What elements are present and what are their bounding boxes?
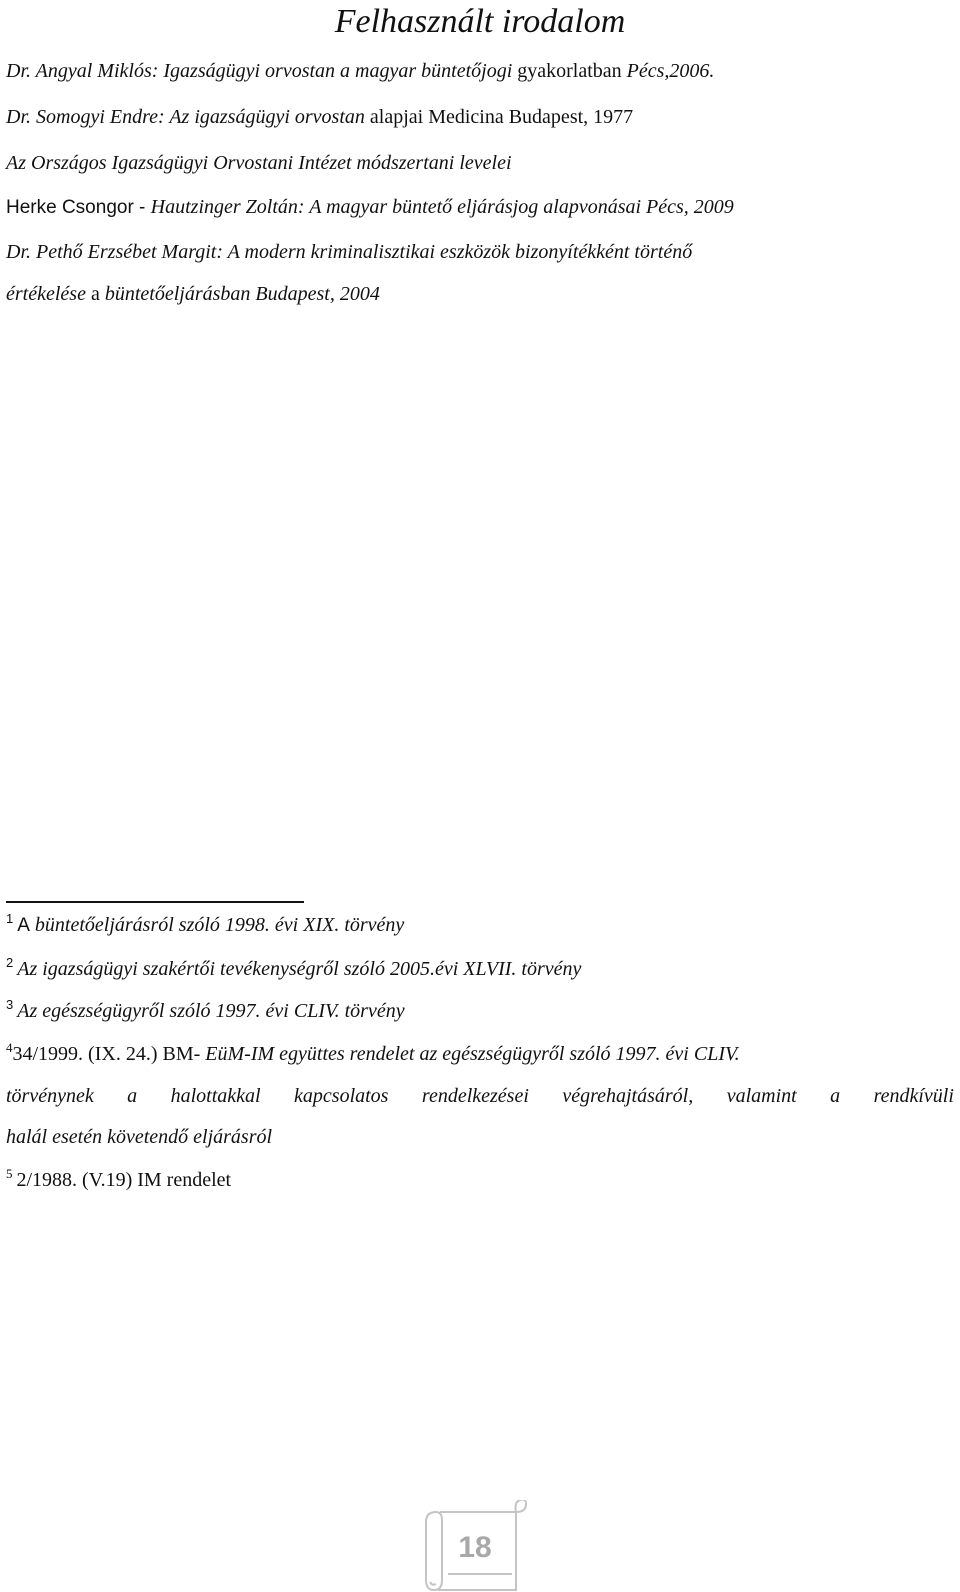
footnote-4-word: a xyxy=(830,1085,841,1107)
footnote-4-word: halottakkal xyxy=(170,1085,261,1107)
footnote-4-word: valamint xyxy=(726,1085,797,1107)
footnote-4 xyxy=(6,1041,740,1067)
reference-item-2 xyxy=(6,104,633,130)
footnote-4-line2 xyxy=(6,1083,954,1109)
reference-item-5 xyxy=(6,239,692,265)
reference-5-part-e: büntetőeljárásban Budapest, 2004 xyxy=(99,283,380,305)
footnote-4-line1-b: EüM xyxy=(205,1043,245,1065)
footnote-4-word: a xyxy=(127,1085,138,1107)
footnote-1-text-b: büntetőeljárásról szóló 1998. évi XIX. törvény xyxy=(29,914,405,936)
footnote-1-number: 1 xyxy=(6,911,14,926)
reference-1-part-c: Pécs,2006. xyxy=(621,60,715,82)
footnote-5-text: 2/1988. (V.19) IM rendelet xyxy=(16,1169,232,1191)
page-title: Felhasznált irodalom xyxy=(334,3,626,40)
reference-5-part-c: értékelése xyxy=(6,283,91,305)
footnote-1 xyxy=(6,912,404,939)
footnote-5-number: 5 xyxy=(6,1166,13,1181)
reference-4-part-a: Herke Csongor - xyxy=(6,197,151,218)
footnote-4-word: kapcsolatos xyxy=(294,1085,389,1107)
reference-1-part-a: Dr. Angyal Miklós: Igazságügyi orvostan a magyar büntetőjogi xyxy=(6,60,518,82)
footnote-4-number: 4 xyxy=(6,1040,13,1055)
footnote-3 xyxy=(6,998,405,1024)
footnote-4-word: végrehajtásáról, xyxy=(562,1085,694,1107)
footnote-3-text: Az egészségügyről szóló 1997. évi CLIV. törvény xyxy=(17,1000,405,1022)
reference-item-4 xyxy=(6,194,734,221)
footnote-3-number: 3 xyxy=(6,997,14,1012)
reference-5-part-b: A modern kriminalisztikai eszközök bizonyítékként történő xyxy=(227,241,693,263)
reference-item-5-continued xyxy=(6,281,380,307)
reference-2-part-b: alapjai Medicina Budapest, 1977 xyxy=(369,106,634,128)
reference-item-1 xyxy=(6,58,714,84)
footnote-4-word: rendkívüli xyxy=(873,1085,954,1107)
footnote-4-line1-a: 34/1999. (IX. 24.) BM- xyxy=(12,1043,206,1065)
reference-5-part-a: Dr. Pethő Erzsébet Margit: xyxy=(6,241,228,263)
footnote-5 xyxy=(6,1167,231,1193)
footnote-1-text-a: A xyxy=(17,915,30,936)
footnote-separator xyxy=(6,901,304,903)
reference-1-part-b: gyakorlatban xyxy=(517,60,622,82)
footnote-2-text: Az igazságügyi szakértői tevékenységről szóló 2005.évi XLVII. törvény xyxy=(17,958,582,980)
page-number-scroll xyxy=(418,1500,532,1592)
footnote-4-line3: halál esetén követendő eljárásról xyxy=(6,1126,273,1148)
footnote-2 xyxy=(6,956,581,982)
page-number: 18 xyxy=(458,1531,492,1564)
footnote-4-line1-c: -IM együttes rendelet az egészségügyről szóló 1997. évi CLIV. xyxy=(244,1043,740,1065)
reference-2-part-a: Dr. Somogyi Endre: Az igazságügyi orvostan xyxy=(6,106,370,128)
footnote-4-word: rendelkezései xyxy=(421,1085,529,1107)
footnote-2-number: 2 xyxy=(6,955,14,970)
footnote-4-word: törvénynek xyxy=(6,1085,94,1107)
reference-item-3: Az Országos Igazságügyi Orvostani Intézet módszertani levelei xyxy=(6,152,512,174)
reference-5-part-d: a xyxy=(90,283,100,305)
reference-4-part-b: Hautzinger Zoltán: A magyar büntető eljárásjog alapvonásai Pécs, 2009 xyxy=(150,196,734,218)
